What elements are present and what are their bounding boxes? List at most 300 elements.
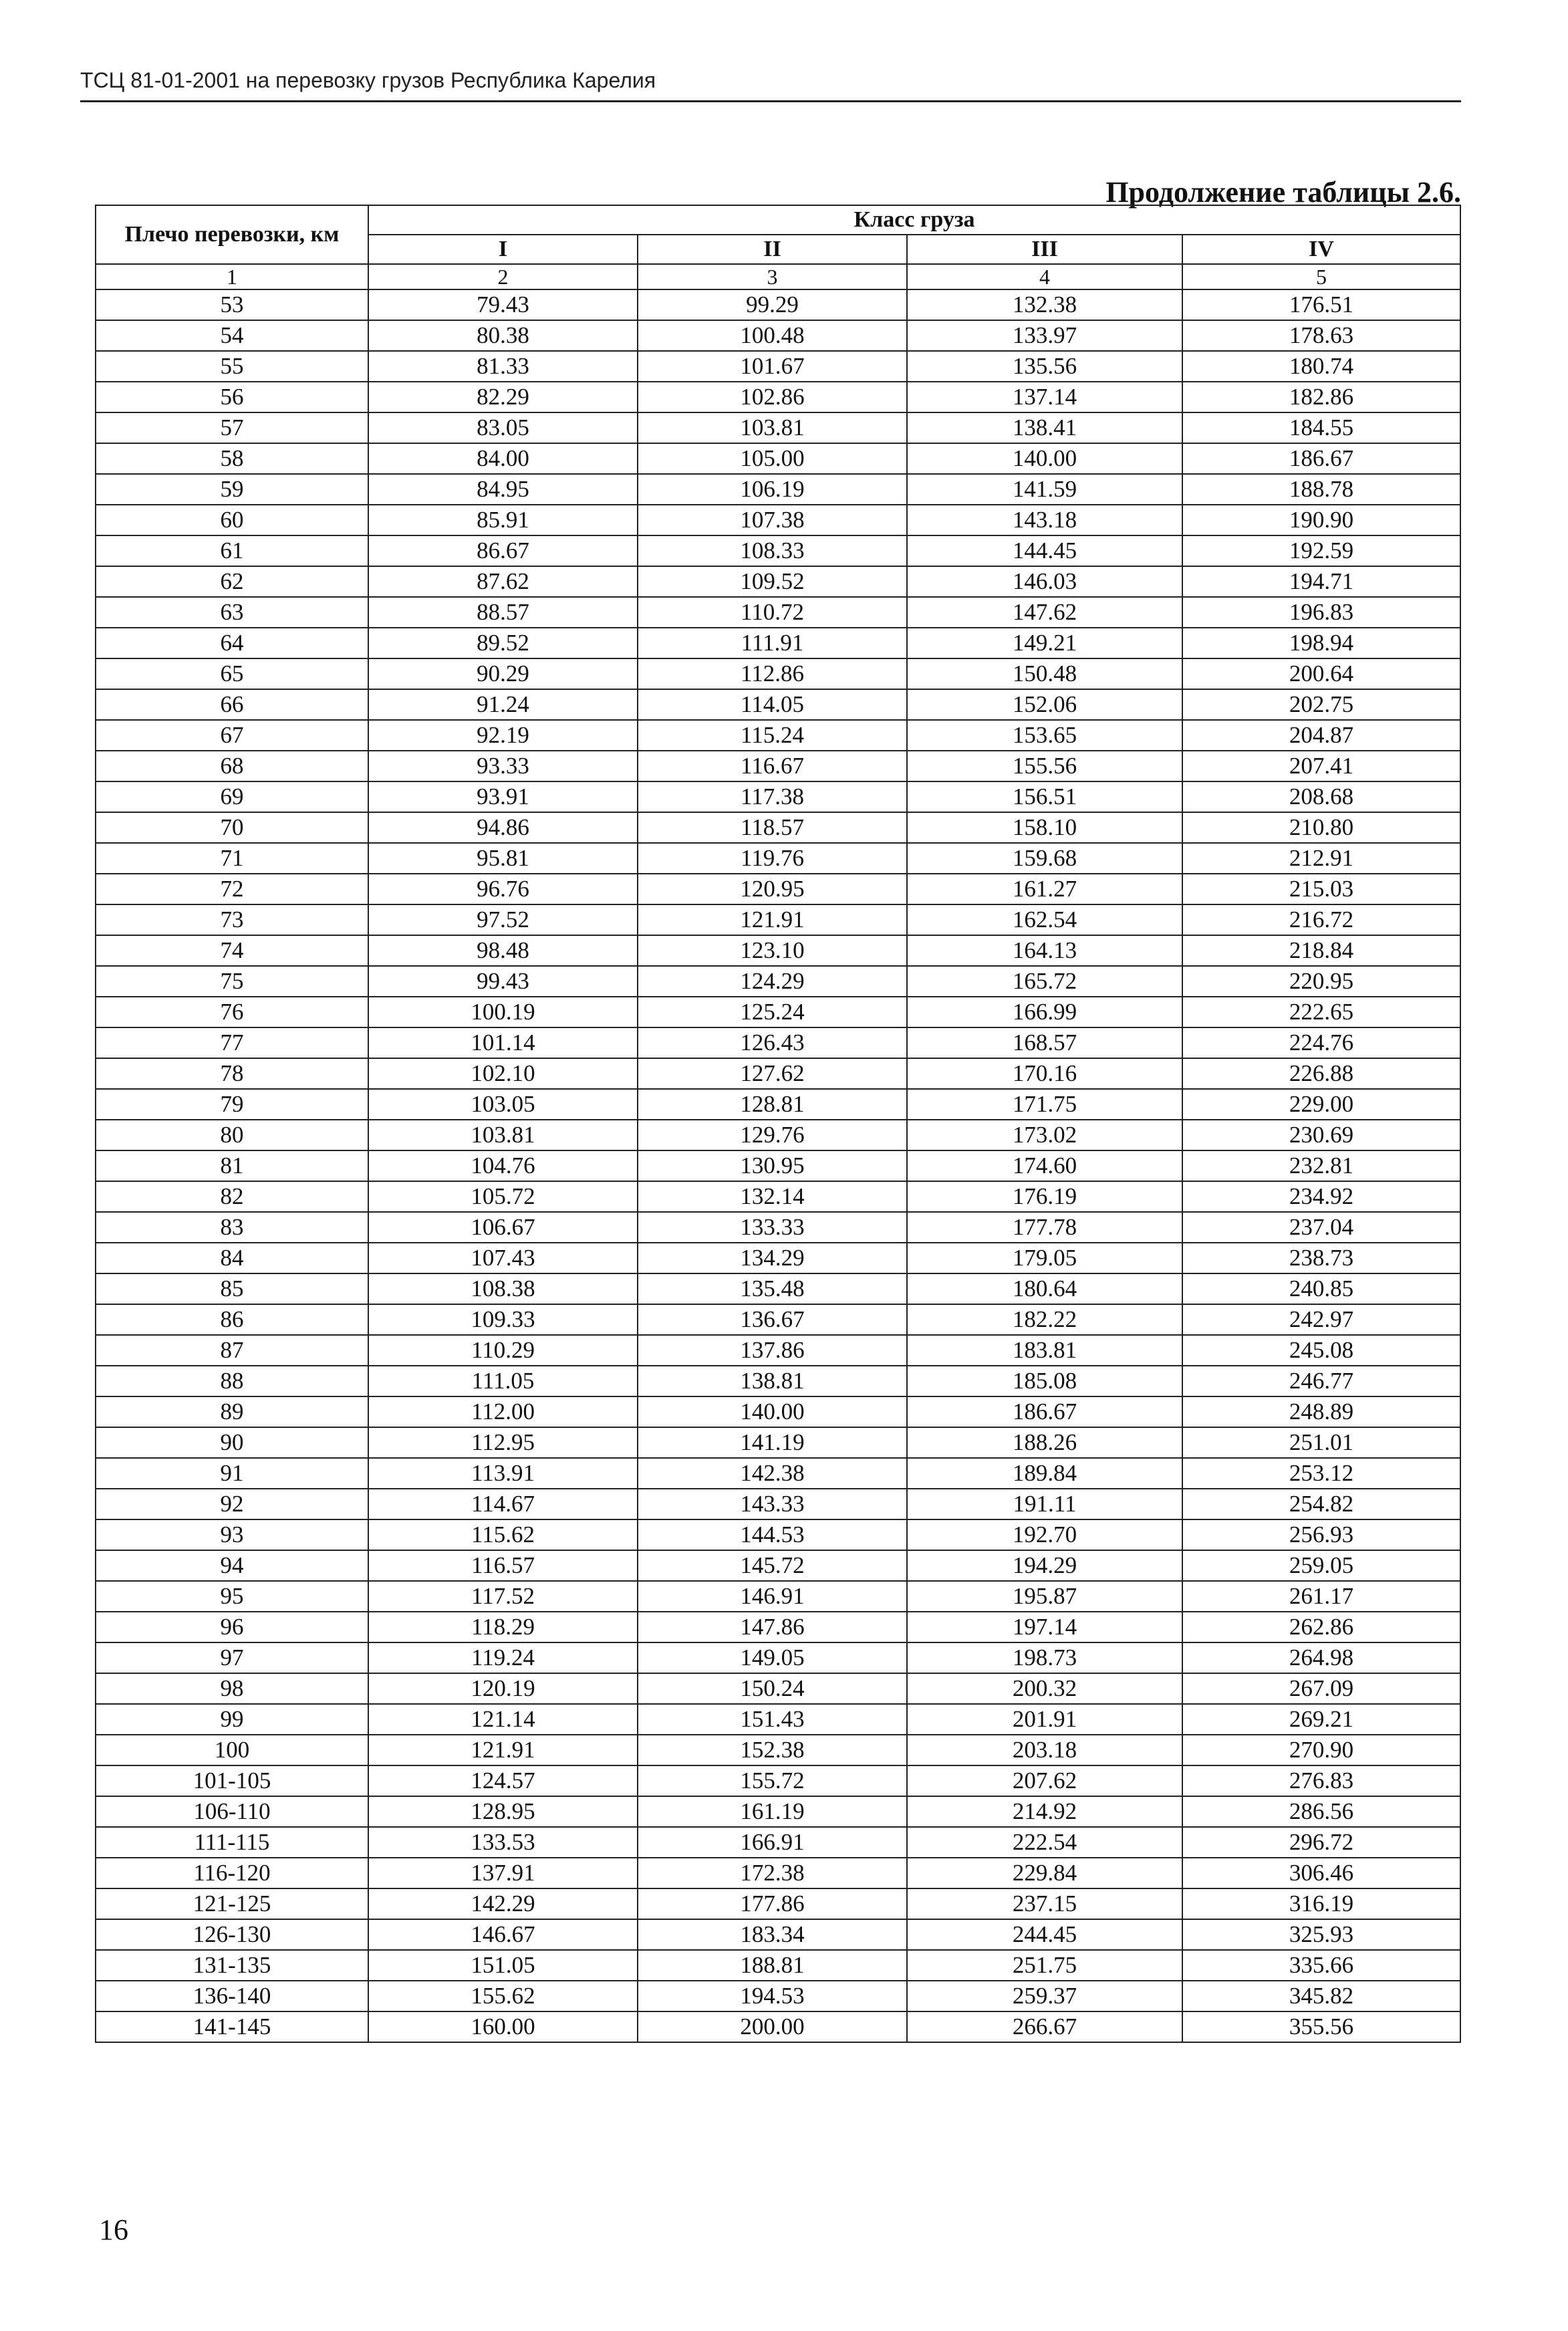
rate-cell: 119.76 [638,843,907,874]
table-row [96,720,1460,751]
rate-cell: 91.24 [368,689,638,720]
rate-cell: 267.09 [1182,1673,1460,1704]
column-number: 1 [96,264,368,289]
rate-cell: 196.83 [1182,597,1460,628]
distance-cell: 72 [96,874,368,904]
distance-cell: 136-140 [96,1981,368,2011]
rate-cell: 208.68 [1182,781,1460,812]
table-row [96,628,1460,658]
distance-cell: 59 [96,474,368,505]
rate-cell: 133.33 [638,1212,907,1243]
rate-cell: 200.32 [907,1673,1182,1704]
rate-cell: 180.64 [907,1273,1182,1304]
rate-cell: 184.55 [1182,412,1460,443]
rate-cell: 229.84 [907,1858,1182,1888]
rate-cell: 158.10 [907,812,1182,843]
rate-cell: 112.95 [368,1427,638,1458]
rate-cell: 93.33 [368,751,638,781]
rate-cell: 95.81 [368,843,638,874]
rate-cell: 230.69 [1182,1120,1460,1150]
rate-cell: 229.00 [1182,1089,1460,1120]
rate-cell: 203.18 [907,1735,1182,1765]
table-row [96,1673,1460,1704]
distance-cell: 84 [96,1243,368,1273]
distance-cell: 86 [96,1304,368,1335]
table-row [96,1366,1460,1396]
distance-cell: 65 [96,658,368,689]
table-row [96,1858,1460,1888]
table-row [96,658,1460,689]
table-row [96,1827,1460,1858]
rate-cell: 180.74 [1182,351,1460,382]
rate-cell: 108.38 [368,1273,638,1304]
distance-cell: 71 [96,843,368,874]
rate-cell: 133.53 [368,1827,638,1858]
rate-cell: 194.53 [638,1981,907,2011]
rate-cell: 120.95 [638,874,907,904]
rate-cell: 244.45 [907,1919,1182,1950]
rate-cell: 124.57 [368,1765,638,1796]
rate-cell: 129.76 [638,1120,907,1150]
rate-cell: 120.19 [368,1673,638,1704]
rate-cell: 117.38 [638,781,907,812]
rate-cell: 134.29 [638,1243,907,1273]
table-row [96,1919,1460,1950]
table-row [96,1704,1460,1735]
distance-cell: 73 [96,904,368,935]
rate-cell: 286.56 [1182,1796,1460,1827]
rate-cell: 104.76 [368,1150,638,1181]
rate-cell: 114.67 [368,1489,638,1519]
rate-cell: 185.08 [907,1366,1182,1396]
rate-cell: 97.52 [368,904,638,935]
rate-cell: 125.24 [638,997,907,1027]
rate-cell: 127.62 [638,1058,907,1089]
rate-cell: 246.77 [1182,1366,1460,1396]
rate-cell: 137.86 [638,1335,907,1366]
rate-cell: 200.64 [1182,658,1460,689]
rate-cell: 81.33 [368,351,638,382]
page-number: 16 [99,2213,128,2246]
rate-cell: 296.72 [1182,1827,1460,1858]
rate-cell: 176.19 [907,1181,1182,1212]
distance-cell: 131-135 [96,1950,368,1981]
rate-cell: 132.14 [638,1181,907,1212]
table-row [96,1458,1460,1489]
rate-cell: 118.57 [638,812,907,843]
rate-cell: 98.48 [368,935,638,966]
rate-cell: 259.37 [907,1981,1182,2011]
rate-cell: 124.29 [638,966,907,997]
distance-cell: 92 [96,1489,368,1519]
table-row [96,1212,1460,1243]
rate-cell: 266.67 [907,2011,1182,2042]
distance-cell: 87 [96,1335,368,1366]
rate-cell: 214.92 [907,1796,1182,1827]
rate-cell: 316.19 [1182,1888,1460,1919]
rate-cell: 141.59 [907,474,1182,505]
rate-cell: 192.70 [907,1519,1182,1550]
rate-cell: 143.33 [638,1489,907,1519]
distance-cell: 141-145 [96,2011,368,2042]
table-row [96,1304,1460,1335]
table-row [96,1612,1460,1642]
rate-cell: 141.19 [638,1427,907,1458]
table-row [96,289,1460,320]
distance-cell: 67 [96,720,368,751]
rate-cell: 240.85 [1182,1273,1460,1304]
rate-cell: 151.05 [368,1950,638,1981]
rate-cell: 178.63 [1182,320,1460,351]
rate-cell: 121.91 [638,904,907,935]
rate-cell: 174.60 [907,1150,1182,1181]
column-number: 2 [368,264,638,289]
rate-cell: 204.87 [1182,720,1460,751]
rate-cell: 191.11 [907,1489,1182,1519]
table-row [96,1489,1460,1519]
rate-cell: 200.00 [638,2011,907,2042]
distance-cell: 93 [96,1519,368,1550]
rate-cell: 245.08 [1182,1335,1460,1366]
distance-cell: 66 [96,689,368,720]
rate-cell: 146.91 [638,1581,907,1612]
table-row [96,320,1460,351]
distance-cell: 63 [96,597,368,628]
rate-cell: 110.72 [638,597,907,628]
distance-cell: 101-105 [96,1765,368,1796]
rate-cell: 264.98 [1182,1642,1460,1673]
rate-cell: 102.10 [368,1058,638,1089]
rate-cell: 132.38 [907,289,1182,320]
column-number: 3 [638,264,907,289]
document-header-title: ТСЦ 81-01-2001 на перевозку грузов Республика Карелия [80,68,656,92]
table-row [96,1550,1460,1581]
rate-cell: 207.41 [1182,751,1460,781]
rate-cell: 161.19 [638,1796,907,1827]
table-row [96,1735,1460,1765]
rate-cell: 215.03 [1182,874,1460,904]
rate-cell: 79.43 [368,289,638,320]
rate-cell: 207.62 [907,1765,1182,1796]
rate-cell: 108.33 [638,535,907,566]
distance-cell: 80 [96,1120,368,1150]
distance-cell: 60 [96,505,368,535]
rate-cell: 325.93 [1182,1919,1460,1950]
distance-cell: 89 [96,1396,368,1427]
distance-cell: 55 [96,351,368,382]
table-row [96,1273,1460,1304]
rate-cell: 251.01 [1182,1427,1460,1458]
table-row [96,1981,1460,2011]
rate-cell: 123.10 [638,935,907,966]
rate-cell: 192.59 [1182,535,1460,566]
rate-cell: 135.56 [907,351,1182,382]
rate-cell: 105.72 [368,1181,638,1212]
distance-cell: 116-120 [96,1858,368,1888]
header-divider [80,100,1461,102]
distance-cell: 83 [96,1212,368,1243]
distance-cell: 54 [96,320,368,351]
table-row [96,474,1460,505]
table-row [96,2011,1460,2042]
cargo-class-header: Класс груза [368,205,1460,235]
table-row [96,1150,1460,1181]
rate-cell: 212.91 [1182,843,1460,874]
rate-cell: 101.67 [638,351,907,382]
rate-cell: 182.86 [1182,382,1460,412]
table-row [96,812,1460,843]
distance-cell: 69 [96,781,368,812]
rate-cell: 183.34 [638,1919,907,1950]
rate-cell: 84.95 [368,474,638,505]
rate-cell: 194.29 [907,1550,1182,1581]
rate-cell: 188.26 [907,1427,1182,1458]
distance-cell: 57 [96,412,368,443]
rate-cell: 188.78 [1182,474,1460,505]
rate-cell: 152.38 [638,1735,907,1765]
table-row [96,1089,1460,1120]
table-row [96,1427,1460,1458]
table-row [96,689,1460,720]
distance-cell: 91 [96,1458,368,1489]
table-row [96,751,1460,781]
distance-cell: 76 [96,997,368,1027]
class-header-1: I [368,235,638,264]
rate-cell: 186.67 [907,1396,1182,1427]
rate-cell: 237.15 [907,1888,1182,1919]
distance-cell: 77 [96,1027,368,1058]
rate-cell: 103.05 [368,1089,638,1120]
rate-cell: 94.86 [368,812,638,843]
table-row [96,966,1460,997]
rate-cell: 106.67 [368,1212,638,1243]
rate-cell: 121.91 [368,1735,638,1765]
rate-cell: 86.67 [368,535,638,566]
tariff-table [95,205,1461,2043]
rate-cell: 89.52 [368,628,638,658]
rate-cell: 232.81 [1182,1150,1460,1181]
rate-cell: 103.81 [368,1120,638,1150]
table-row [96,781,1460,812]
rate-cell: 259.05 [1182,1550,1460,1581]
distance-cell: 95 [96,1581,368,1612]
rate-cell: 198.73 [907,1642,1182,1673]
rate-cell: 179.05 [907,1243,1182,1273]
table-row [96,1058,1460,1089]
rate-cell: 143.18 [907,505,1182,535]
rate-cell: 220.95 [1182,966,1460,997]
rate-cell: 152.06 [907,689,1182,720]
table-row [96,566,1460,597]
rate-cell: 150.24 [638,1673,907,1704]
rate-cell: 153.65 [907,720,1182,751]
distance-cell: 85 [96,1273,368,1304]
distance-cell: 90 [96,1427,368,1458]
table-row [96,1519,1460,1550]
table-row [96,997,1460,1027]
rate-cell: 269.21 [1182,1704,1460,1735]
rate-cell: 306.46 [1182,1858,1460,1888]
rate-cell: 155.56 [907,751,1182,781]
rate-cell: 140.00 [907,443,1182,474]
rate-cell: 234.92 [1182,1181,1460,1212]
rate-cell: 114.05 [638,689,907,720]
rate-cell: 118.29 [368,1612,638,1642]
rate-cell: 182.22 [907,1304,1182,1335]
distance-cell: 62 [96,566,368,597]
rate-cell: 117.52 [368,1581,638,1612]
rate-cell: 115.24 [638,720,907,751]
rate-cell: 99.43 [368,966,638,997]
rate-cell: 254.82 [1182,1489,1460,1519]
rate-cell: 130.95 [638,1150,907,1181]
rate-cell: 177.78 [907,1212,1182,1243]
table-row [96,1581,1460,1612]
rate-cell: 270.90 [1182,1735,1460,1765]
rate-cell: 80.38 [368,320,638,351]
table-continuation-label: Продолжение таблицы 2.6. [1105,176,1461,209]
table-row [96,1120,1460,1150]
rate-cell: 224.76 [1182,1027,1460,1058]
rate-cell: 173.02 [907,1120,1182,1150]
rate-cell: 198.94 [1182,628,1460,658]
table-row [96,1396,1460,1427]
rate-cell: 147.86 [638,1612,907,1642]
rate-cell: 137.14 [907,382,1182,412]
rate-cell: 110.29 [368,1335,638,1366]
rate-cell: 85.91 [368,505,638,535]
rate-cell: 189.84 [907,1458,1182,1489]
distance-cell: 106-110 [96,1796,368,1827]
rate-cell: 103.81 [638,412,907,443]
rate-cell: 194.71 [1182,566,1460,597]
distance-cell: 58 [96,443,368,474]
distance-cell: 98 [96,1673,368,1704]
rate-cell: 135.48 [638,1273,907,1304]
rate-cell: 256.93 [1182,1519,1460,1550]
rate-cell: 156.51 [907,781,1182,812]
rate-cell: 162.54 [907,904,1182,935]
rate-cell: 119.24 [368,1642,638,1673]
distance-column-header: Плечо перевозки, км [96,205,368,264]
rate-cell: 96.76 [368,874,638,904]
distance-cell: 126-130 [96,1919,368,1950]
rate-cell: 112.00 [368,1396,638,1427]
rate-cell: 101.14 [368,1027,638,1058]
rate-cell: 149.05 [638,1642,907,1673]
table-row [96,412,1460,443]
rate-cell: 109.33 [368,1304,638,1335]
distance-cell: 111-115 [96,1827,368,1858]
distance-cell: 68 [96,751,368,781]
rate-cell: 112.86 [638,658,907,689]
table-row [96,904,1460,935]
rate-cell: 345.82 [1182,1981,1460,2011]
table-row [96,1796,1460,1827]
rate-cell: 171.75 [907,1089,1182,1120]
rate-cell: 136.67 [638,1304,907,1335]
rate-cell: 161.27 [907,874,1182,904]
rate-cell: 242.97 [1182,1304,1460,1335]
rate-cell: 111.91 [638,628,907,658]
rate-cell: 168.57 [907,1027,1182,1058]
distance-cell: 75 [96,966,368,997]
rate-cell: 107.38 [638,505,907,535]
table-row [96,505,1460,535]
rate-cell: 237.04 [1182,1212,1460,1243]
table-row [96,382,1460,412]
rate-cell: 166.91 [638,1827,907,1858]
rate-cell: 113.91 [368,1458,638,1489]
distance-cell: 79 [96,1089,368,1120]
table-row [96,1888,1460,1919]
distance-cell: 94 [96,1550,368,1581]
rate-cell: 149.21 [907,628,1182,658]
distance-cell: 96 [96,1612,368,1642]
rate-cell: 93.91 [368,781,638,812]
distance-cell: 64 [96,628,368,658]
rate-cell: 138.41 [907,412,1182,443]
rate-cell: 116.57 [368,1550,638,1581]
rate-cell: 253.12 [1182,1458,1460,1489]
rate-cell: 102.86 [638,382,907,412]
rate-cell: 355.56 [1182,2011,1460,2042]
rate-cell: 261.17 [1182,1581,1460,1612]
table-row [96,935,1460,966]
column-number: 5 [1182,264,1460,289]
rate-cell: 222.54 [907,1827,1182,1858]
rate-cell: 155.62 [368,1981,638,2011]
rate-cell: 160.00 [368,2011,638,2042]
rate-cell: 138.81 [638,1366,907,1396]
class-header-2: II [638,235,907,264]
rate-cell: 176.51 [1182,289,1460,320]
distance-cell: 74 [96,935,368,966]
class-header-3: III [907,235,1182,264]
rate-cell: 90.29 [368,658,638,689]
rate-cell: 83.05 [368,412,638,443]
rate-cell: 177.86 [638,1888,907,1919]
table-row [96,351,1460,382]
rate-cell: 100.48 [638,320,907,351]
rate-cell: 172.38 [638,1858,907,1888]
rate-cell: 159.68 [907,843,1182,874]
rate-cell: 144.45 [907,535,1182,566]
rate-cell: 251.75 [907,1950,1182,1981]
rate-cell: 82.29 [368,382,638,412]
rate-cell: 137.91 [368,1858,638,1888]
rate-cell: 165.72 [907,966,1182,997]
distance-cell: 61 [96,535,368,566]
rate-cell: 121.14 [368,1704,638,1735]
rate-cell: 142.29 [368,1888,638,1919]
distance-cell: 78 [96,1058,368,1089]
distance-cell: 53 [96,289,368,320]
table-row [96,1027,1460,1058]
rate-cell: 238.73 [1182,1243,1460,1273]
rate-cell: 197.14 [907,1612,1182,1642]
rate-cell: 99.29 [638,289,907,320]
rate-cell: 155.72 [638,1765,907,1796]
rate-cell: 88.57 [368,597,638,628]
table-row [96,1642,1460,1673]
table-row [96,1243,1460,1273]
rate-cell: 128.95 [368,1796,638,1827]
rate-cell: 92.19 [368,720,638,751]
rate-cell: 201.91 [907,1704,1182,1735]
rate-cell: 151.43 [638,1704,907,1735]
table-row [96,1335,1460,1366]
